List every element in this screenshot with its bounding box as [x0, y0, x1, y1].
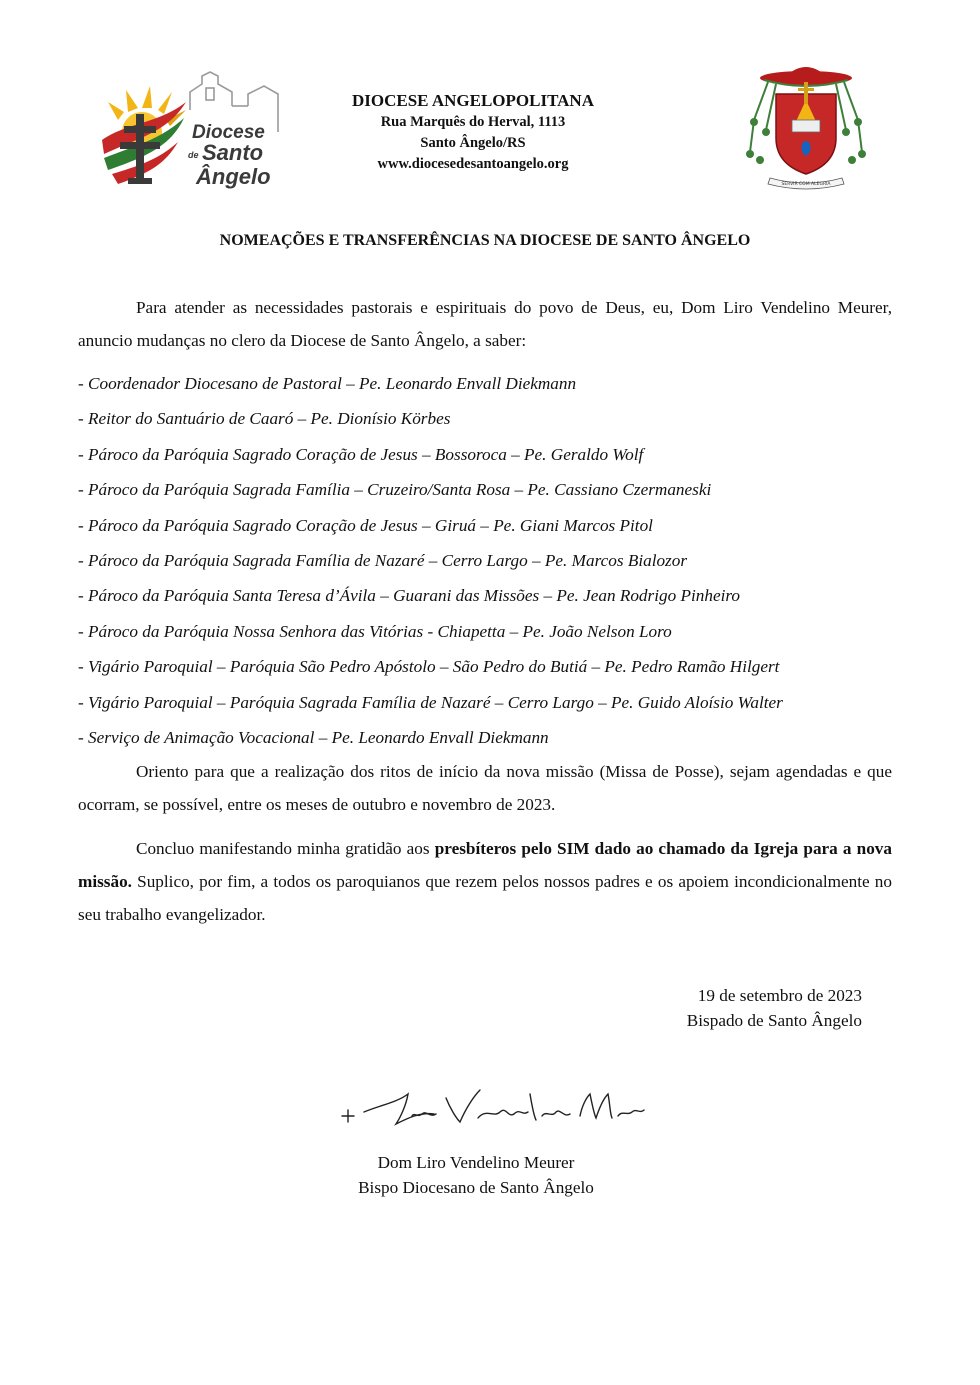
appointment-item: [78, 546, 908, 581]
list-bullet: -: [78, 657, 84, 677]
appointment-item: [78, 369, 908, 404]
svg-text:Diocese: Diocese: [192, 122, 265, 143]
appointment-item: [78, 723, 908, 758]
appointment-text: Pároco da Paróquia Sagrado Coração de Jesus – Giruá – Pe. Giani Marcos Pitol: [88, 515, 653, 535]
appointment-text: Pároco da Paróquia Sagrada Família – Cruzeiro/Santa Rosa – Pe. Cassiano Czermaneski: [88, 480, 712, 500]
svg-text:Ângelo: Ângelo: [196, 164, 271, 189]
org-address: Rua Marquês do Herval, 1113: [380, 114, 566, 130]
appointment-item: [78, 475, 908, 510]
coat-of-arms: [740, 60, 872, 192]
appointment-item: [78, 404, 908, 439]
signer-block: [300, 1150, 652, 1200]
list-bullet: -: [78, 550, 84, 570]
shield-icon: [776, 94, 836, 174]
appointment-text: Pároco da Paróquia Nossa Senhora das Vitórias - Chiapetta – Pe. João Nelson Loro: [88, 621, 672, 641]
list-bullet: -: [78, 586, 84, 606]
document-place: Bispado de Santo Ângelo: [686, 1011, 862, 1030]
diocese-logo: [98, 62, 294, 190]
list-bullet: -: [78, 515, 84, 535]
orientation-paragraph: Oriento para que a realização dos ritos de início da nova missão (Missa de Posse), sejam agendadas e que ocorram, se possível, entre os meses de outubro e novembro de 2023.: [78, 762, 892, 814]
closing-text-2: Suplico, por fim, a todos os paroquianos que rezem pelos nossos padres e os apoiem incondicionalmente no seu trabalho evangelizador.: [78, 872, 892, 924]
appointment-text: Vigário Paroquial – Paróquia São Pedro Apóstolo – São Pedro do Butiá – Pe. Pedro Ramão Hilgert: [88, 657, 780, 677]
list-bullet: -: [78, 480, 84, 500]
org-website: www.diocesedesantoangelo.org: [377, 156, 569, 172]
intro-paragraph: Para atender as necessidades pastorais e espirituais do povo de Deus, eu, Dom Liro Vendelino Meurer, anuncio mudanças no clero da Diocese de Santo Ângelo, a saber:: [78, 298, 892, 350]
list-bullet: -: [78, 374, 84, 393]
list-bullet: -: [78, 692, 84, 712]
appointment-item: [78, 688, 908, 723]
list-bullet: -: [78, 727, 84, 747]
list-bullet: -: [78, 409, 84, 429]
diocese-logo-wordmark: [188, 122, 271, 189]
appointment-item: [78, 511, 908, 546]
appointment-item: [78, 652, 908, 687]
closing-paragraph: [78, 832, 892, 931]
date-block: [687, 983, 862, 1033]
appointment-item: [78, 581, 908, 616]
closing-text-1: Concluo manifestando minha gratidão aos: [136, 839, 435, 858]
org-name: DIOCESE ANGELOPOLITANA: [352, 91, 594, 110]
closing-bold-text: presbíteros pelo SIM dado ao chamado da Igreja para a nova missão.: [78, 839, 892, 891]
appointment-text: Coordenador Diocesano de Pastoral – Pe. Leonardo Envall Diekmann: [88, 374, 577, 393]
appointment-text: Reitor do Santuário de Caaró – Pe. Dionísio Körbes: [88, 409, 451, 429]
appointments-list: [78, 369, 908, 758]
org-city: Santo Ângelo/RS: [420, 135, 526, 151]
handwritten-signature: [338, 1072, 648, 1136]
appointment-item: [78, 440, 908, 475]
appointment-item: [78, 617, 908, 652]
signer-name: Dom Liro Vendelino Meurer: [377, 1153, 575, 1172]
appointment-text: Vigário Paroquial – Paróquia Sagrada Família de Nazaré – Cerro Largo – Pe. Guido Aloísio Walter: [88, 692, 783, 712]
appointment-text: Serviço de Animação Vocacional – Pe. Leonardo Envall Diekmann: [88, 727, 549, 747]
motto-text: SERVIR COM ALEGRIA: [781, 182, 831, 187]
document-title: NOMEAÇÕES E TRANSFERÊNCIAS NA DIOCESE DE SANTO ÂNGELO: [219, 232, 751, 249]
motto-ribbon: [768, 178, 844, 189]
appointment-text: Pároco da Paróquia Sagrada Família de Nazaré – Cerro Largo – Pe. Marcos Bialozor: [88, 550, 688, 570]
svg-text:Santo: Santo: [202, 140, 264, 165]
letterhead: [300, 90, 646, 175]
list-bullet: -: [78, 444, 84, 464]
svg-text:de: de: [188, 150, 199, 160]
appointment-text: Pároco da Paróquia Sagrado Coração de Jesus – Bossoroca – Pe. Geraldo Wolf: [88, 444, 644, 464]
appointment-text: Pároco da Paróquia Santa Teresa d’Ávila – Guarani das Missões – Pe. Jean Rodrigo Pinheiro: [88, 586, 740, 606]
document-date: 19 de setembro de 2023: [697, 986, 862, 1005]
list-bullet: -: [78, 621, 84, 641]
signer-title: Bispo Diocesano de Santo Ângelo: [358, 1178, 594, 1197]
